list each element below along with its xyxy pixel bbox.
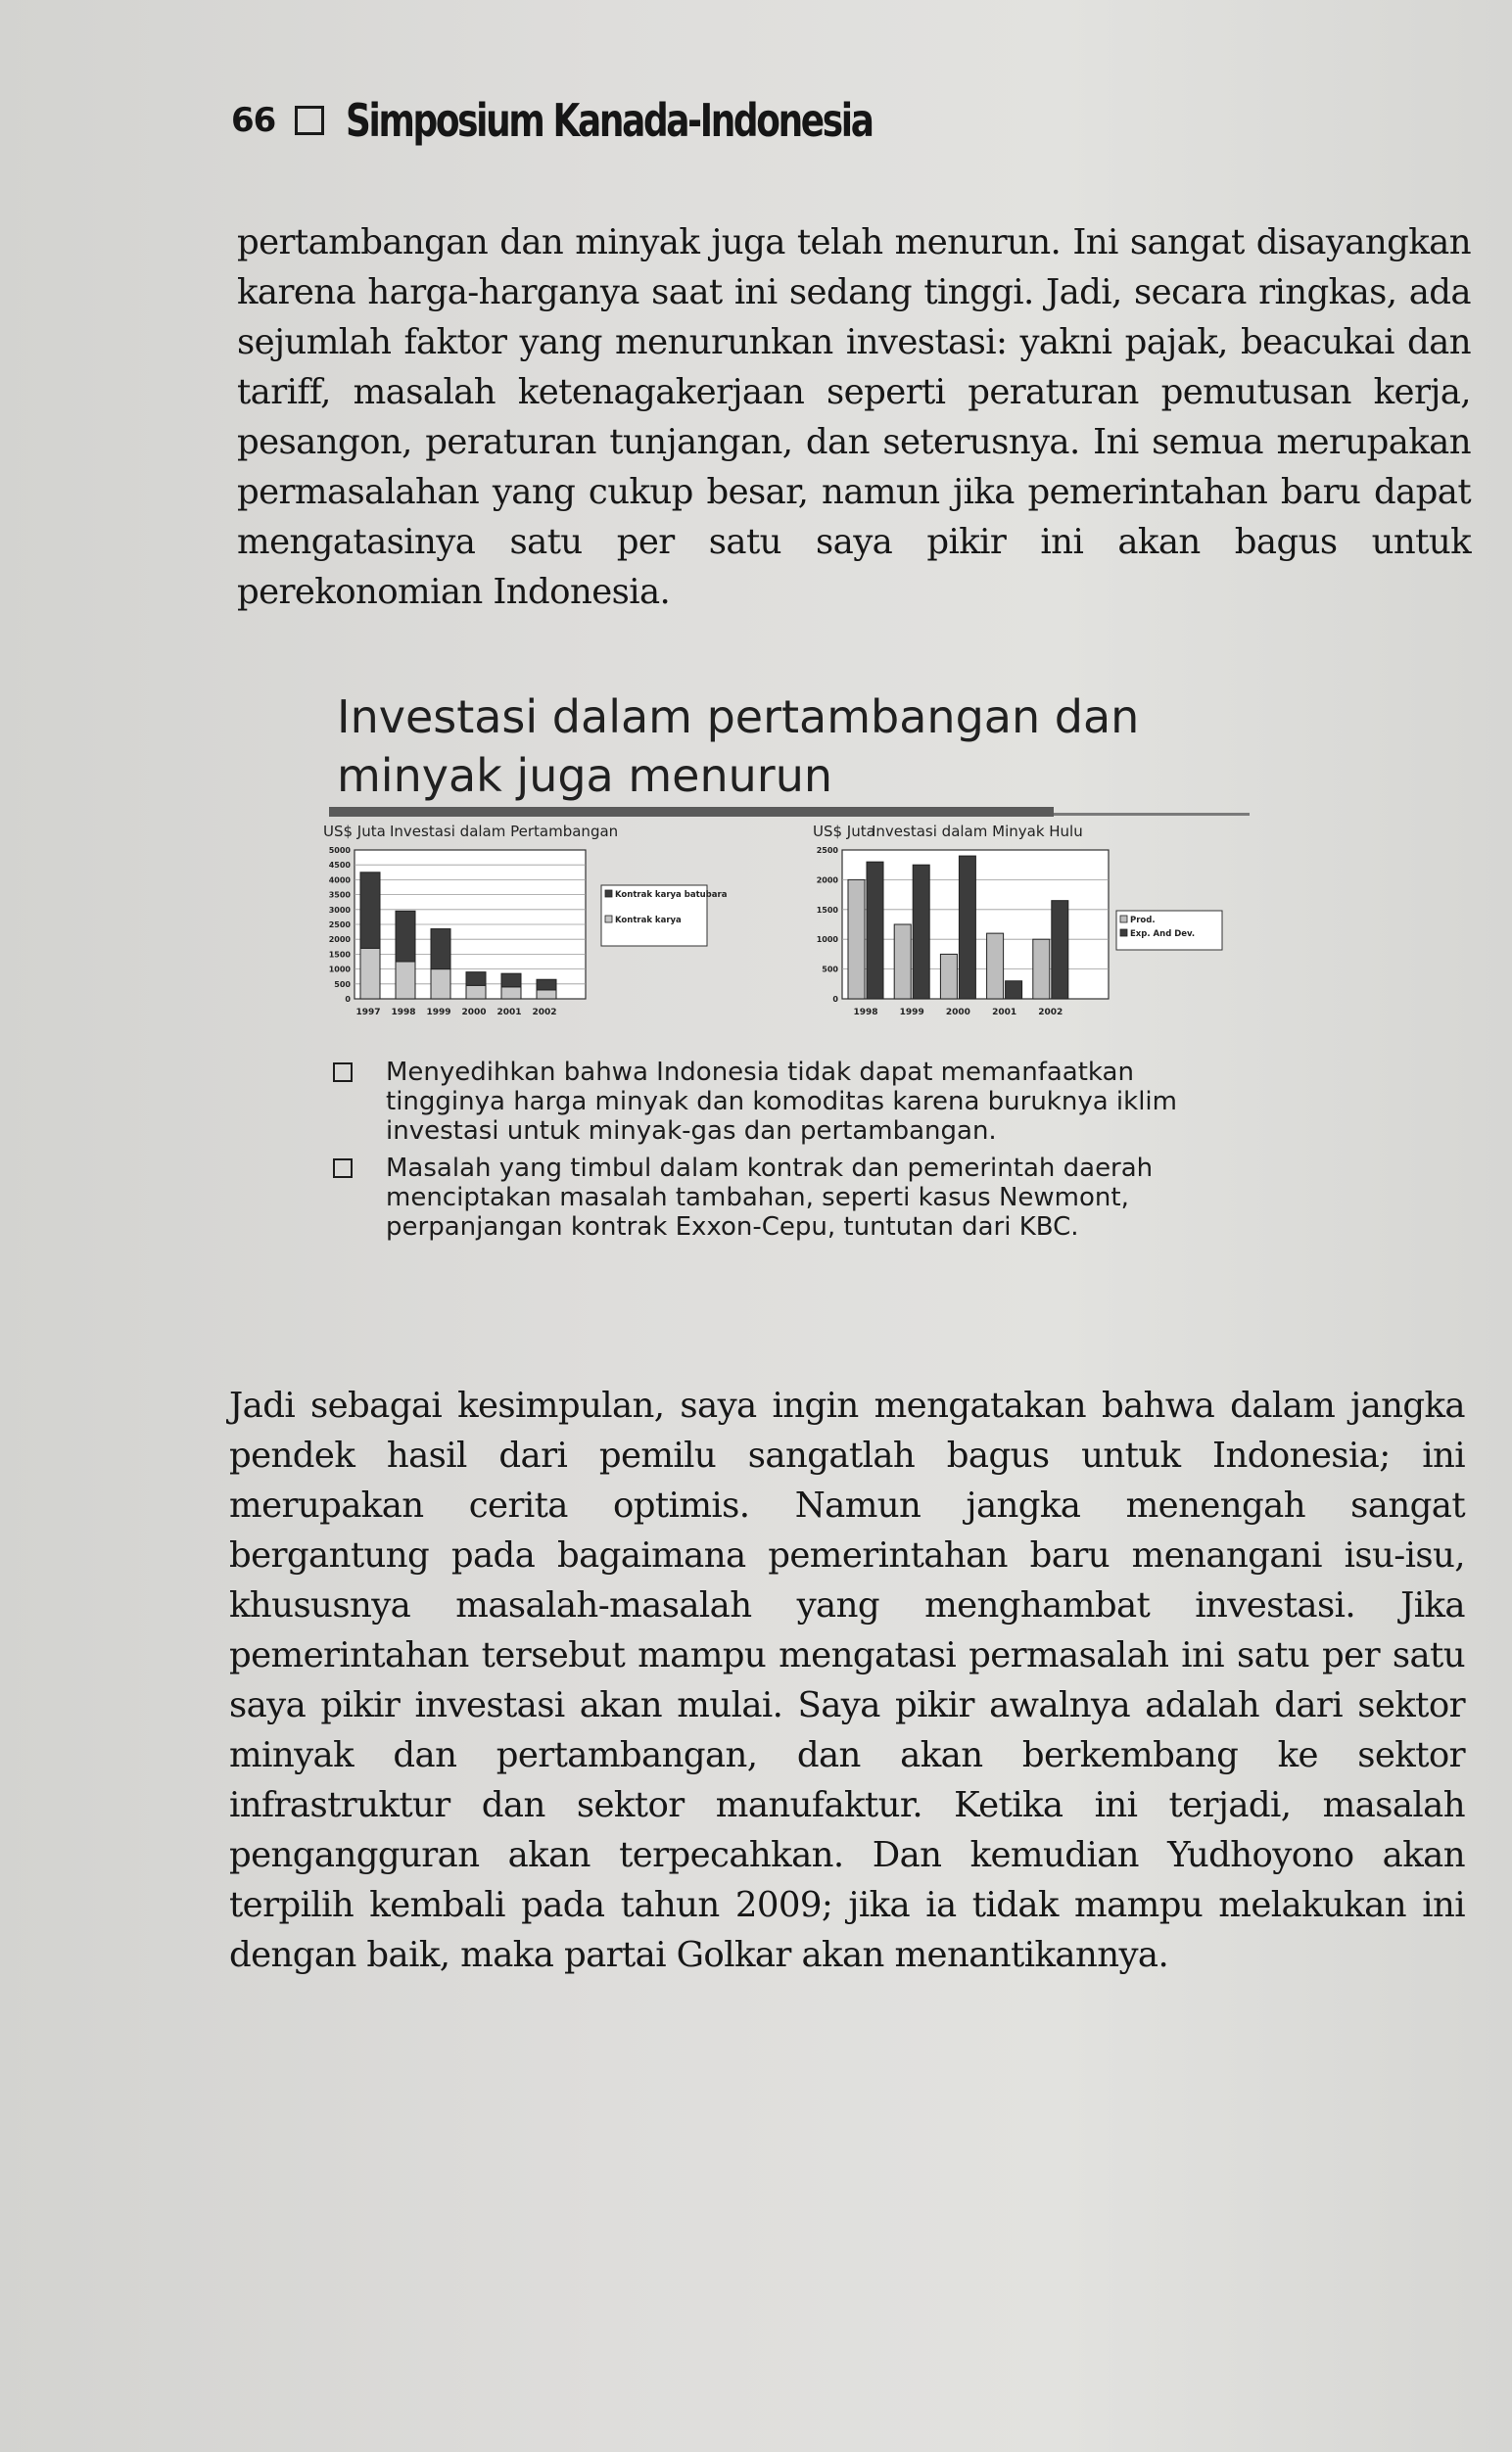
x-tick-label: 1998 (391, 1008, 416, 1017)
bar-segment (537, 990, 556, 999)
chart-title: Investasi dalam Minyak Hulu (872, 823, 1083, 840)
mining-investment-chart (321, 823, 772, 1048)
paragraph-bottom: Jadi sebagai kesimpulan, saya ingin mengatakan bahwa dalam jangka pendek hasil dari pemilu sangatlah bagus untuk Indonesia; ini merupakan cerita optimis. Namun jangka menengah sangat bergantung pada bagaimana pemerintahan baru menangani isu-isu, khususnya masalah-masalah yang menghambat investasi. Jika pemerintahan tersebut mampu mengatasi permasalah ini satu per satu saya pikir investasi akan mulai. Saya pikir awalnya adalah dari sektor minyak dan pertambangan, dan akan berkembang ke sektor infrastruktur dan sektor manufaktur. Ketika ini terjadi, masalah pengangguran akan terpecahkan. Dan kemudian Yudhoyono akan terpilih kembali pada tahun 2009; jika ia tidak mampu melakukan ini dengan baik, maka partai Golkar akan menantikannya. (229, 1386, 1465, 1975)
header-box-icon (295, 106, 324, 135)
legend-swatch (1120, 929, 1127, 936)
y-tick-label: 2500 (328, 920, 351, 929)
y-tick-label: 2500 (816, 846, 838, 855)
bar (894, 924, 911, 999)
bullet-box-icon (333, 1062, 353, 1082)
legend-swatch (605, 890, 612, 897)
y-tick-label: 1000 (328, 965, 351, 974)
y-tick-label: 5000 (328, 846, 351, 855)
page-header (231, 86, 1021, 155)
x-tick-label: 1999 (426, 1008, 451, 1017)
y-tick-label: 500 (334, 979, 351, 989)
legend-label: Kontrak karya batubara (615, 890, 728, 900)
bar-segment (396, 962, 415, 999)
x-tick-label: 1997 (355, 1008, 381, 1017)
bar (959, 856, 975, 999)
bar (848, 879, 865, 999)
y-tick-label: 2000 (328, 935, 351, 945)
legend-swatch (605, 916, 612, 922)
y-tick-label: 4500 (328, 861, 351, 871)
y-tick-label: 3500 (328, 890, 351, 900)
oil-investment-chart (811, 823, 1252, 1048)
slide-bullet (333, 1058, 1244, 1146)
slide-bullet-text: Masalah yang timbul dalam kontrak dan pemerintah daerah menciptakan masalah tambahan, seperti kasus Newmont, perpanjangan kontrak Exxon-Cepu, tuntutan dari KBC. (386, 1154, 1154, 1242)
presentation-slide (311, 676, 1252, 1322)
x-tick-label: 2002 (1038, 1008, 1063, 1017)
x-tick-label: 1998 (853, 1008, 878, 1017)
x-tick-label: 2002 (532, 1008, 557, 1017)
bar-segment (431, 969, 450, 999)
legend-label: Exp. And Dev. (1130, 929, 1196, 939)
y-tick-label: 1500 (328, 950, 351, 960)
chart-title: Investasi dalam Pertambangan (390, 823, 619, 840)
paragraph-top: pertambangan dan minyak juga telah menurun. Ini sangat disayangkan karena harga-harganya saat ini sedang tinggi. Jadi, secara ringkas, ada sejumlah faktor yang menurunkan investasi: yakni pajak, beacukai dan tariff, masalah ketenagakerjaan seperti peraturan pemutusan kerja, pesangon, peraturan tunjangan, dan seterusnya. Ini semua merupakan permasalahan yang cukup besar, namun jika pemerintahan baru dapat mengatasinya satu per satu saya pikir ini akan bagus untuk perekonomian Indonesia. (237, 222, 1471, 612)
slide-bullet-list (333, 1058, 1244, 1250)
y-axis-label: US$ Juta (813, 823, 875, 840)
running-title: Simposium Kanada-Indonesia (346, 94, 873, 147)
bullet-box-icon (333, 1158, 353, 1178)
x-tick-label: 2001 (992, 1008, 1017, 1017)
bar-segment (431, 929, 450, 969)
page-number: 66 (231, 101, 276, 140)
bar (940, 954, 957, 999)
bar (1006, 981, 1022, 999)
x-tick-label: 1999 (899, 1008, 924, 1017)
bar (867, 862, 883, 999)
y-tick-label: 3000 (328, 905, 351, 915)
bar-segment (537, 979, 556, 990)
bar-segment (396, 911, 415, 962)
legend-label: Prod. (1130, 916, 1156, 925)
bar-segment (466, 985, 486, 999)
bar (913, 865, 929, 999)
y-axis-label: US$ Juta (323, 823, 386, 840)
bar-segment (360, 948, 380, 999)
oil-investment-chart-svg (811, 823, 1252, 1048)
slide-bullet-text: Menyedihkan bahwa Indonesia tidak dapat memanfaatkan tingginya harga minyak dan komoditas karena buruknya iklim investasi untuk minyak-gas dan pertambangan. (386, 1058, 1177, 1146)
y-tick-label: 500 (822, 965, 838, 974)
x-tick-label: 2000 (461, 1008, 487, 1017)
y-tick-label: 0 (345, 995, 351, 1004)
legend-swatch (1120, 916, 1127, 922)
bar (987, 933, 1004, 999)
y-tick-label: 1500 (816, 905, 838, 915)
bar-segment (501, 973, 521, 987)
bar-segment (466, 972, 486, 986)
mining-investment-chart-svg (321, 823, 772, 1048)
slide-title-rule-thin (1054, 813, 1250, 816)
y-tick-label: 0 (832, 995, 838, 1004)
slide-title-rule (329, 807, 1054, 817)
y-tick-label: 1000 (816, 935, 838, 945)
x-tick-label: 2000 (945, 1008, 970, 1017)
slide-title: Investasi dalam pertambangan dan minyak juga menurun (337, 690, 1140, 802)
y-tick-label: 4000 (328, 875, 351, 885)
bar-segment (360, 872, 380, 949)
x-tick-label: 2001 (496, 1008, 522, 1017)
y-tick-label: 2000 (816, 875, 838, 885)
slide-bullet (333, 1154, 1244, 1242)
bar (1033, 939, 1050, 999)
legend-label: Kontrak karya (615, 916, 682, 925)
bar (1052, 901, 1068, 999)
bar-segment (501, 987, 521, 999)
